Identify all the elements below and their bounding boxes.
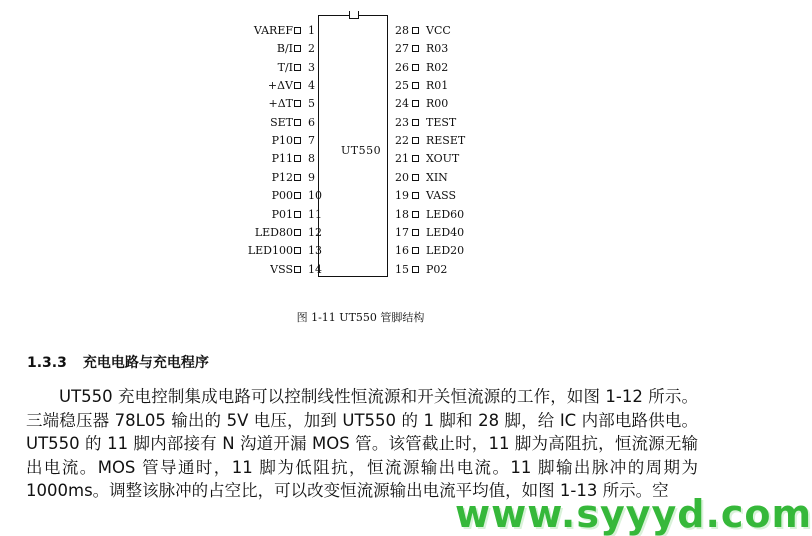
pin-number: 23 — [395, 115, 409, 129]
pin-terminal — [294, 247, 301, 254]
pin-terminal — [412, 119, 419, 126]
pin-number: 27 — [395, 42, 409, 56]
pin-terminal — [412, 266, 419, 273]
section-title: 充电电路与充电程序 — [82, 355, 209, 371]
pin-number: 5 — [308, 97, 315, 111]
pin-name: R02 — [426, 60, 449, 74]
pin-name: XOUT — [426, 152, 460, 166]
pin-row — [240, 152, 320, 166]
pin-name: VCC — [426, 24, 451, 37]
pin-terminal — [294, 82, 301, 89]
pin-number: 13 — [308, 244, 322, 258]
pin-number: 26 — [395, 60, 409, 74]
pin-number: 12 — [308, 225, 322, 239]
pin-name: P12 — [271, 170, 293, 184]
pin-row — [240, 244, 320, 258]
pin-terminal — [412, 229, 419, 236]
pin-terminal — [294, 211, 301, 218]
pin-row — [240, 171, 320, 185]
pin-name: XIN — [426, 170, 448, 184]
pin-row — [240, 42, 320, 56]
pin-number: 19 — [395, 189, 409, 203]
chip-name-label: UT550 — [341, 144, 382, 157]
pin-row — [240, 79, 320, 93]
pin-row — [388, 263, 508, 277]
pin-name: LED100 — [247, 244, 293, 258]
pin-terminal — [412, 100, 419, 107]
pin-terminal — [412, 82, 419, 89]
section-number: 1.3.3 — [27, 355, 67, 371]
pin-terminal — [412, 211, 419, 218]
pin-name: P00 — [271, 189, 293, 203]
pin-number: 7 — [308, 134, 315, 148]
pin-name: R01 — [426, 79, 449, 93]
pin-name: R03 — [426, 42, 449, 56]
pin-row — [240, 116, 320, 130]
pin-terminal — [412, 137, 419, 144]
pin-name: T/I — [277, 60, 293, 74]
pin-row — [240, 61, 320, 75]
pin-terminal — [294, 155, 301, 162]
pin-row — [388, 79, 508, 93]
pin-row — [240, 226, 320, 240]
pin-row — [388, 42, 508, 56]
pin-row — [240, 134, 320, 148]
pin-terminal — [412, 192, 419, 199]
pin-name: P01 — [271, 207, 293, 221]
pin-number: 24 — [395, 97, 409, 111]
pin-row — [388, 226, 508, 240]
figure-caption: 图 1-11 UT550 管脚结构 — [296, 311, 425, 324]
pin-name: TEST — [426, 115, 457, 129]
pin-name: P10 — [271, 134, 293, 148]
pin-number: 2 — [308, 42, 315, 56]
pin-row — [388, 61, 508, 75]
pin-name: LED80 — [254, 225, 293, 239]
pin-number: 22 — [395, 134, 409, 148]
pin-row — [388, 189, 508, 203]
pin-name: VASS — [426, 189, 457, 203]
pin-row — [388, 152, 508, 166]
pin-name: +ΔT — [268, 97, 293, 111]
pin-name: R00 — [426, 97, 449, 111]
pin-row — [240, 208, 320, 222]
pin-number: 8 — [308, 152, 315, 166]
pin-row — [388, 134, 508, 148]
pin-number: 3 — [308, 60, 315, 74]
pin-number: 1 — [308, 24, 315, 37]
pin-name: SET — [270, 115, 293, 129]
pin-number: 4 — [308, 79, 315, 93]
pin-row — [388, 208, 508, 222]
pin-terminal — [412, 247, 419, 254]
pin-row — [388, 116, 508, 130]
pin-name: RESET — [426, 134, 466, 148]
pin-terminal — [412, 174, 419, 181]
pin-row — [388, 97, 508, 111]
pin-terminal — [412, 64, 419, 71]
pin-number: 21 — [395, 152, 409, 166]
pin-terminal — [294, 229, 301, 236]
pin-terminal — [294, 266, 301, 273]
pin-terminal — [294, 174, 301, 181]
pin-terminal — [294, 45, 301, 52]
pin-terminal — [412, 27, 419, 34]
pin-name: LED60 — [426, 207, 465, 221]
pin-number: 28 — [395, 24, 409, 37]
pin-terminal — [294, 137, 301, 144]
pin-terminal — [294, 100, 301, 107]
pin-row — [240, 189, 320, 203]
pin-row — [388, 171, 508, 185]
pin-row — [388, 24, 508, 38]
pin-number: 25 — [395, 79, 409, 93]
body-paragraph: UT550 充电控制集成电路可以控制线性恒流源和开关恒流源的工作，如图 1-12 所示。三端稳压器 78L05 输出的 5V 电压，加到 UT550 的 1 脚和 28 脚，给 IC 内部电路供电。UT550 的 11 脚内部接有 N 沟道开漏 MOS 管。该管截止时，11 脚为高阻抗，恒流源无输出电流。MOS 管导通时，11 脚为低阻抗，恒流源输出电流。11 脚输出脉冲的周期为 1000ms。调整该脉冲的占空比，可以改变恒流源输出电流平均值，如图 1-13 所示。空 — [26, 387, 698, 500]
pin-number: 9 — [308, 170, 315, 184]
pin-row — [240, 263, 320, 277]
pin-number: 11 — [308, 207, 322, 221]
pin-number: 14 — [308, 262, 322, 276]
pin-terminal — [412, 45, 419, 52]
pin-name: LED40 — [426, 225, 465, 239]
pin-name: VSS — [270, 262, 293, 276]
pin-number: 15 — [395, 262, 409, 276]
pin-terminal — [294, 119, 301, 126]
pin-terminal — [294, 192, 301, 199]
pin-terminal — [294, 64, 301, 71]
pin-number: 17 — [395, 225, 409, 239]
pin-number: 20 — [395, 170, 409, 184]
pin-number: 6 — [308, 115, 315, 129]
pin-row — [240, 24, 320, 38]
pin-name: P02 — [426, 262, 448, 276]
pin-name: P11 — [271, 152, 293, 166]
section-heading — [27, 352, 209, 372]
watermark-logo: www.syyyd.com — [455, 492, 812, 536]
pin-terminal — [412, 155, 419, 162]
pin-number: 10 — [308, 189, 322, 203]
pin-row — [240, 97, 320, 111]
ic-orientation-notch — [349, 11, 359, 19]
pin-terminal — [294, 27, 301, 34]
pin-number: 18 — [395, 207, 409, 221]
pin-name: VAREF — [253, 24, 293, 37]
pin-number: 16 — [395, 244, 409, 258]
pin-row — [388, 244, 508, 258]
pin-name: LED20 — [426, 244, 465, 258]
pin-name: +ΔV — [267, 79, 293, 93]
pin-name: B/I — [276, 42, 293, 56]
